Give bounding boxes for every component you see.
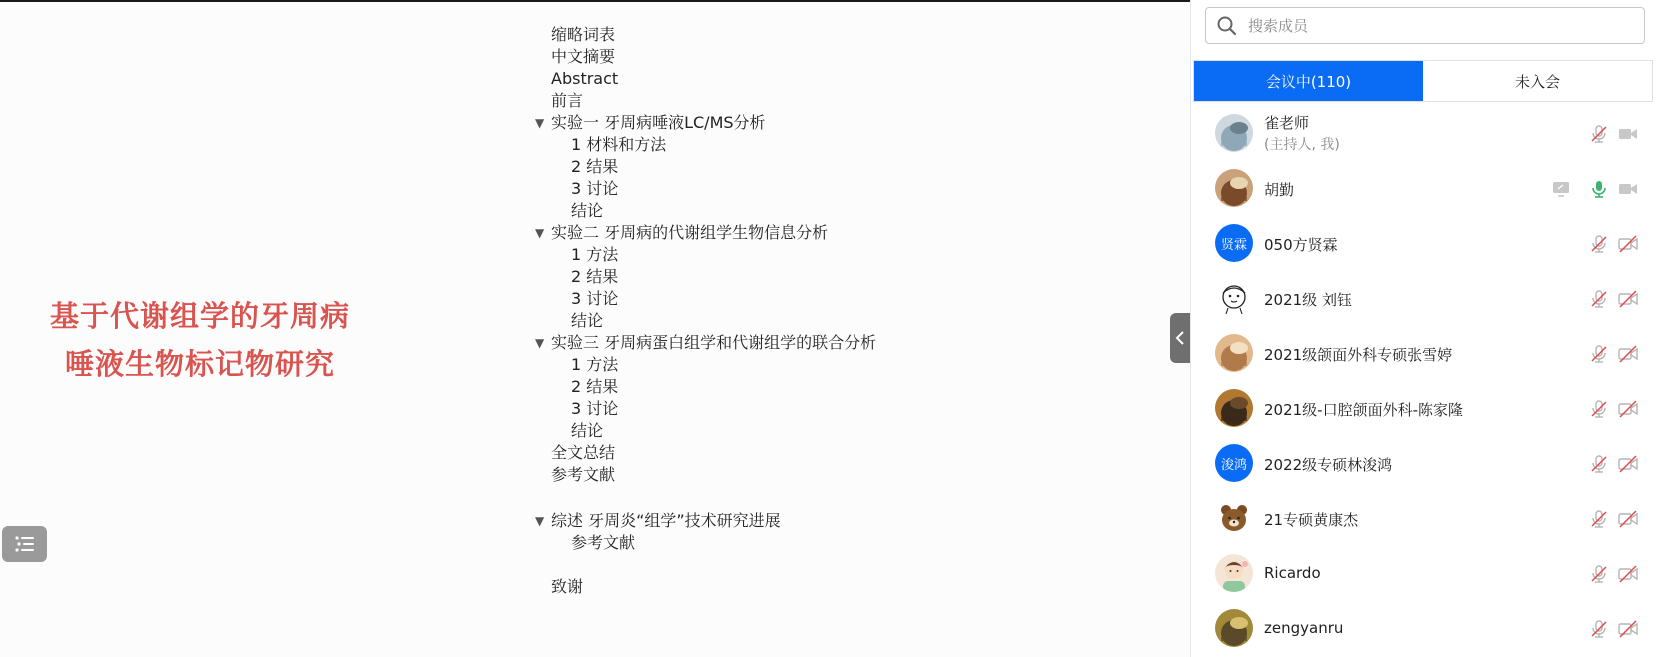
avatar xyxy=(1215,499,1253,537)
toc-entry-label: Abstract xyxy=(551,69,619,88)
participants-panel xyxy=(1190,0,1664,657)
member-row[interactable] xyxy=(1191,436,1664,491)
member-search-box[interactable] xyxy=(1205,7,1645,44)
microphone-muted-icon[interactable] xyxy=(1589,509,1609,529)
member-name: 2021级颌面外科专硕张雪婷 xyxy=(1264,346,1453,364)
search-icon xyxy=(1216,15,1238,37)
member-row[interactable] xyxy=(1191,546,1664,601)
microphone-muted-icon[interactable] xyxy=(1589,234,1609,254)
toc-entry-label: 结论 xyxy=(571,201,604,220)
toc-entry-label: 结论 xyxy=(571,311,604,330)
camera-off-icon[interactable] xyxy=(1618,399,1638,419)
microphone-muted-icon[interactable] xyxy=(1589,289,1609,309)
toc-entry-label: 缩略词表 xyxy=(551,25,616,44)
member-name: zengyanru xyxy=(1264,619,1344,637)
expand-triangle-icon[interactable]: ▼ xyxy=(535,116,545,130)
microphone-muted-icon[interactable] xyxy=(1589,344,1609,364)
toc-entry-label: 实验一 牙周病唾液LC/MS分析 xyxy=(551,113,766,132)
avatar xyxy=(1215,279,1253,317)
member-name: 050方贤霖 xyxy=(1264,236,1338,254)
member-name: 雀老师 xyxy=(1264,114,1310,132)
toc-entry-label: 2 结果 xyxy=(571,157,619,176)
member-row[interactable] xyxy=(1191,161,1664,216)
avatar xyxy=(1215,114,1253,152)
member-row[interactable] xyxy=(1191,381,1664,436)
camera-icon[interactable] xyxy=(1618,179,1638,199)
camera-off-icon[interactable] xyxy=(1618,344,1638,364)
avatar xyxy=(1215,169,1253,207)
collapse-panel-button[interactable] xyxy=(1170,313,1190,363)
member-name: Ricardo xyxy=(1264,564,1321,582)
tab-not-joined[interactable]: 未入会 xyxy=(1423,61,1652,101)
camera-off-icon[interactable] xyxy=(1618,454,1638,474)
member-row[interactable] xyxy=(1191,491,1664,546)
microphone-icon[interactable] xyxy=(1589,179,1609,199)
avatar: 浚鸿 xyxy=(1215,444,1253,482)
member-role: (主持人, 我) xyxy=(1264,137,1340,153)
toc-entry-label: 结论 xyxy=(571,421,604,440)
member-tabs xyxy=(1193,60,1653,102)
toc-entry-label: 2 结果 xyxy=(571,267,619,286)
avatar xyxy=(1215,609,1253,647)
slide-title xyxy=(0,292,400,388)
expand-triangle-icon[interactable]: ▼ xyxy=(535,514,545,528)
toc-entry-label: 综述 牙周炎“组学”技术研究进展 xyxy=(551,511,781,530)
microphone-muted-icon[interactable] xyxy=(1589,124,1609,144)
toc-entry-label: 前言 xyxy=(551,91,584,110)
camera-off-icon[interactable] xyxy=(1618,289,1638,309)
toc-entry-label: 实验三 牙周病蛋白组学和代谢组学的联合分析 xyxy=(551,333,877,352)
microphone-muted-icon[interactable] xyxy=(1589,399,1609,419)
camera-off-icon[interactable] xyxy=(1618,619,1638,639)
toc-entry-label: 参考文献 xyxy=(551,465,616,484)
camera-off-icon[interactable] xyxy=(1618,509,1638,529)
toc-entry-label: 致谢 xyxy=(551,577,584,596)
toc-entry-label: 1 方法 xyxy=(571,245,619,264)
toc-entry-label: 3 讨论 xyxy=(571,289,619,308)
toc-entry-label: 1 方法 xyxy=(571,355,619,374)
member-search-input[interactable] xyxy=(1246,16,1630,36)
toc-entry-label: 全文总结 xyxy=(551,443,616,462)
member-row[interactable] xyxy=(1191,106,1664,161)
screen-share-icon xyxy=(1551,179,1571,199)
member-row[interactable] xyxy=(1191,271,1664,326)
camera-off-icon[interactable] xyxy=(1618,234,1638,254)
microphone-muted-icon[interactable] xyxy=(1589,454,1609,474)
camera-icon[interactable] xyxy=(1618,124,1638,144)
toc-entry-label: 参考文献 xyxy=(571,533,636,552)
expand-triangle-icon[interactable]: ▼ xyxy=(535,226,545,240)
member-name: 2021级-口腔颌面外科-陈家隆 xyxy=(1264,401,1464,419)
camera-off-icon[interactable] xyxy=(1618,564,1638,584)
toc-entry-label: 3 讨论 xyxy=(571,399,619,418)
member-list xyxy=(1191,106,1664,656)
member-row[interactable] xyxy=(1191,326,1664,381)
member-name: 21专硕黄康杰 xyxy=(1264,511,1359,529)
chevron-left-icon xyxy=(1175,330,1185,346)
toc-entry-label: 实验二 牙周病的代谢组学生物信息分析 xyxy=(551,223,829,242)
member-row[interactable] xyxy=(1191,601,1664,656)
toc-toggle-button[interactable] xyxy=(2,526,47,562)
microphone-muted-icon[interactable] xyxy=(1589,619,1609,639)
toc-entry-label: 中文摘要 xyxy=(551,47,616,66)
member-row[interactable] xyxy=(1191,216,1664,271)
toc-entry-label: 2 结果 xyxy=(571,377,619,396)
avatar: 贤霖 xyxy=(1215,224,1253,262)
avatar xyxy=(1215,554,1253,592)
toc-entry-label: 3 讨论 xyxy=(571,179,619,198)
toc-entry-label: 1 材料和方法 xyxy=(571,135,667,154)
expand-triangle-icon[interactable]: ▼ xyxy=(535,336,545,350)
microphone-muted-icon[interactable] xyxy=(1589,564,1609,584)
slide-title-line1: 基于代谢组学的牙周病 xyxy=(49,299,350,333)
avatar xyxy=(1215,334,1253,372)
tab-in-meeting[interactable]: 会议中(110) xyxy=(1194,61,1423,101)
member-name: 胡勤 xyxy=(1264,181,1295,199)
avatar xyxy=(1215,389,1253,427)
member-name: 2022级专硕林浚鸿 xyxy=(1264,456,1393,474)
member-name: 2021级 刘钰 xyxy=(1264,291,1352,309)
slide-title-line2: 唾液生物标记物研究 xyxy=(64,347,335,381)
list-icon xyxy=(13,534,37,554)
